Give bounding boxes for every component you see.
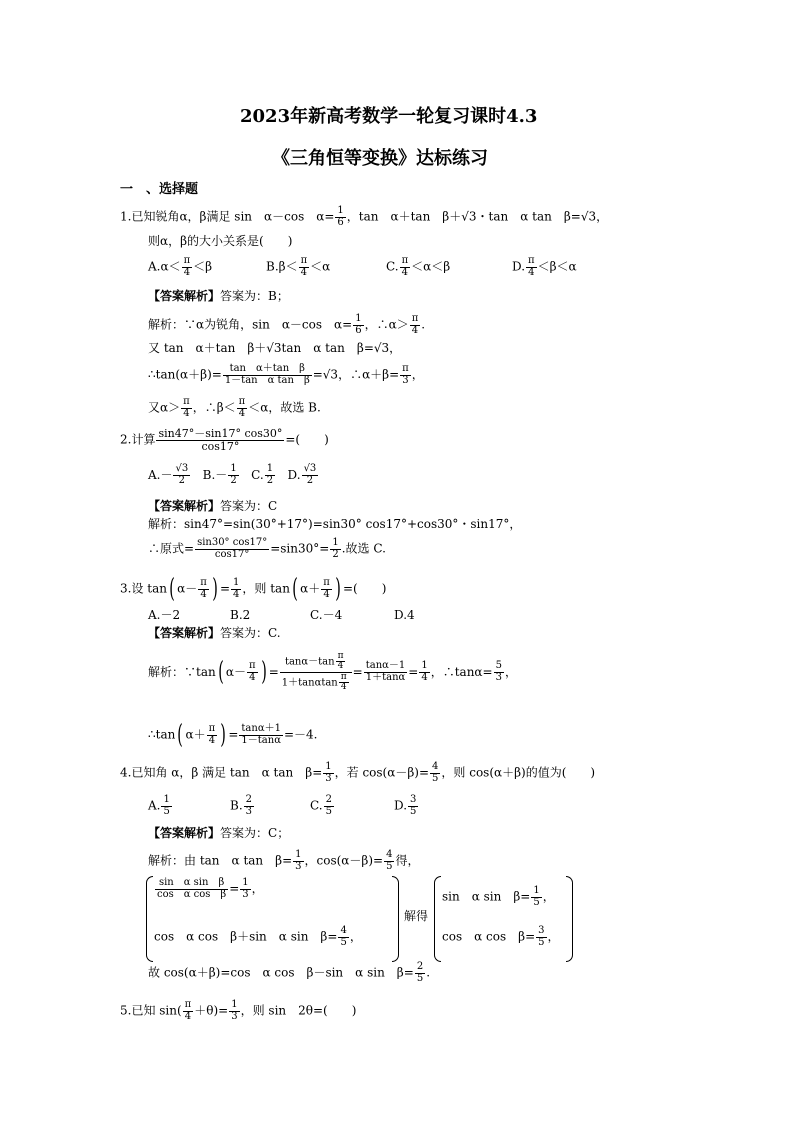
q2-options[interactable]	[148, 464, 319, 486]
q4-answer: 【答案解析】答案为：C；	[148, 826, 290, 840]
system-right-brace	[392, 876, 399, 962]
q1-option-c[interactable]: C. $\frac{\pi}{4}$ ＜α＜β	[386, 255, 451, 278]
q4-option-c[interactable]: C. $\frac{2}{5}$	[310, 794, 332, 817]
q3-solution-1: 解析：∵tan( α－ $\frac{\pi}{4}$ ) = tanα－tan $\frac{\pi}{4}$ 1＋tanαtan $\frac{\pi}{4}$ = $\frac{\tan\alpha-1}{1+\tan\alpha}$ = $\frac{1}{4}$ ，∴tanα= $\frac{5}{3}$ ，	[148, 651, 517, 693]
q4-system-eq1: $\frac{\text{sin α sin β}}{\text{cos α cos β}}$ = $\frac{1}{3}$ ，	[157, 877, 264, 900]
section-heading: 一 、选择题	[120, 182, 199, 197]
system-left-brace	[146, 876, 153, 962]
q1-solution-2: 又 tan α＋tan β＋√3tan α tan β=√3，	[148, 341, 402, 355]
q1-solution-3: ∴tan(α＋β)= $\frac{\text{tan α＋tan β}}{\text{1－tan α tan β}}$ =√3，∴α＋β= $\frac{\pi}{3}$ ，	[148, 363, 424, 386]
q2-solution-1: 解析：sin47°=sin(30°+17°)=sin30° cos17°+cos30°・sin17°，	[148, 517, 522, 531]
q1-answer: 【答案解析】答案为：B；	[148, 289, 289, 303]
q4-solution-1: 解析：由 tan α tan β= $\frac{1}{3}$ ，cos(α－β)= $\frac{4}{5}$ 得，	[148, 849, 420, 872]
q3-option-b[interactable]: B.2	[230, 608, 251, 622]
q4-system-eq2: cos α cos β＋sin α sin β= $\frac{4}{5}$ ，	[154, 925, 362, 948]
q4-option-b[interactable]: B. $\frac{2}{3}$	[230, 794, 253, 817]
q2-option-c[interactable]: C. $\frac{1}{2}$	[251, 463, 274, 486]
q2-option-d[interactable]: D. $\frac{√3}{2}$	[287, 463, 317, 486]
q3-option-d[interactable]: D.4	[394, 608, 415, 622]
q2-option-a[interactable]: A.－ $\frac{√3}{2}$	[148, 463, 189, 486]
q4-stem: 4.已知角 α，β 满足 tan α tan β= $\frac{1}{3}$ ，若 cos(α－β)= $\frac{4}{5}$ ，则 cos(α＋β)的值为( )	[120, 761, 596, 784]
q3-answer: 【答案解析】答案为：C.	[148, 626, 281, 640]
q1-option-b[interactable]: B.β＜ $\frac{\pi}{4}$ ＜α	[266, 255, 331, 278]
q2-option-b[interactable]: B.－ $\frac{1}{2}$	[202, 463, 237, 486]
jiede-label: 解得	[404, 909, 429, 923]
title-line-1: 2023年新高考数学一轮复习课时4.3	[240, 106, 538, 127]
q1-stem-2: 则α，β的大小关系是( )	[148, 234, 293, 248]
q1-solution-4: 又α＞ $\frac{\pi}{4}$ ，∴β＜ $\frac{\pi}{4}$ ＜α，故选 B.	[148, 396, 321, 419]
q4-result-2: cos α cos β= $\frac{3}{5}$ ，	[442, 925, 560, 948]
title-line-2: 《三角恒等变换》达标练习	[272, 148, 488, 169]
q4-option-a[interactable]: A. $\frac{1}{5}$	[148, 794, 170, 817]
result-left-brace	[434, 876, 441, 962]
q1-option-d[interactable]: D. $\frac{\pi}{4}$ ＜β＜α	[512, 255, 577, 278]
q1-stem: 1.已知锐角α，β满足 sin α－cos α= $\frac{1}{6}$ ，tan α＋tan β＋√3・tan α tan β=√3，	[120, 205, 609, 228]
q2-solution-2: ∴原式= $\frac{\sin 30^\circ \cos 17^\circ}{\cos 17^\circ}$ =sin30°= $\frac{1}{2}$ .故选 C.	[148, 537, 386, 560]
q3-option-c[interactable]: C.－4	[310, 608, 343, 622]
q2-stem: 2.计算 $\frac{\sin 47^\circ-\sin 17^\circ \cos 30^\circ}{\cos 17^\circ}$ =( )	[120, 427, 329, 453]
q1-solution-1: 解析：∵α为锐角，sin α－cos α= $\frac{1}{6}$ ，∴α＞ $\frac{\pi}{4}$ .	[148, 313, 426, 336]
q2-answer: 【答案解析】答案为：C	[148, 499, 278, 513]
q4-solution-last: 故 cos(α＋β)=cos α cos β－sin α sin β= $\frac{2}{5}$ .	[148, 961, 431, 984]
q4-result-1: sin α sin β= $\frac{1}{5}$ ，	[442, 885, 555, 908]
q1-option-a[interactable]: A.α＜ $\frac{\pi}{4}$ ＜β	[148, 255, 213, 278]
q3-solution-2: ∴tan( α＋ $\frac{\pi}{4}$ ) = $\frac{\tan\alpha+1}{1-\tan\alpha}$ =－4.	[148, 720, 318, 750]
q5-stem: 5.已知 sin( $\frac{\pi}{4}$ ＋θ)= $\frac{1}{3}$ ，则 sin 2θ=( )	[120, 999, 357, 1022]
result-right-brace	[566, 876, 573, 962]
q3-option-a[interactable]: A.－2	[148, 608, 181, 622]
q3-stem: 3.设 tan( α－ $\frac{\pi}{4}$ ) = $\frac{1}{4}$ ，则 tan( α＋ $\frac{\pi}{4}$ ) =( )	[120, 574, 387, 604]
q4-option-d[interactable]: D. $\frac{3}{5}$	[394, 794, 417, 817]
